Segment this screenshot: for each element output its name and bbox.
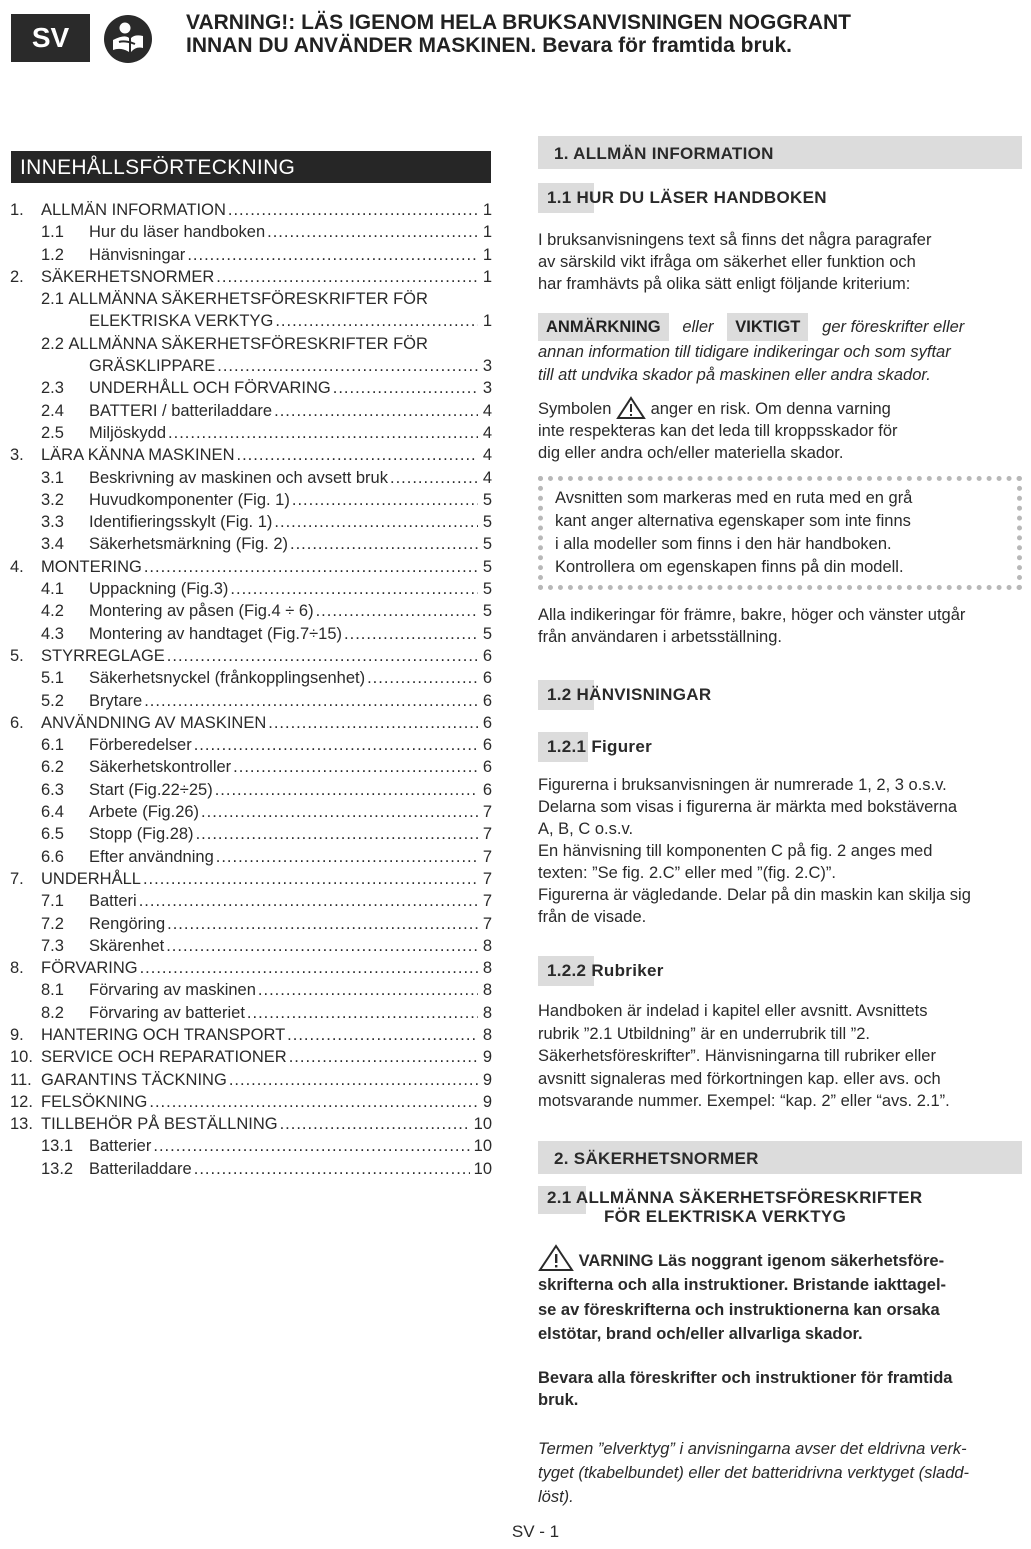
toc-leader-dots <box>194 734 478 756</box>
toc-item-page: 4 <box>482 401 492 420</box>
toc-item-title: Montering av handtaget (Fig.7÷15) <box>89 624 343 643</box>
toc-item <box>10 734 492 756</box>
toc-item-page: 7 <box>482 892 492 911</box>
toc-item-title: Start (Fig.22÷25) <box>89 780 213 799</box>
important-tag: VIKTIGT <box>727 313 808 341</box>
toc-leader-dots <box>216 846 478 868</box>
toc-item <box>10 489 492 511</box>
main-content <box>538 136 1022 1509</box>
section-2-1-heading: 2.1 ALLMÄNNA SÄKERHETSFÖRESKRIFTER FÖR ELEKTRISKA VERKTYG <box>538 1188 1022 1226</box>
toc-leader-dots <box>187 244 478 266</box>
toc-leader-dots <box>390 467 478 489</box>
toc-item-number: 2.2 <box>41 334 64 353</box>
toc-leader-dots <box>216 266 478 288</box>
toc-item <box>10 400 492 422</box>
toc-item-number: 3.2 <box>41 490 64 509</box>
toc-item-title: Huvudkomponenter (Fig. 1) <box>89 490 290 509</box>
toc-item-page: 5 <box>482 535 492 554</box>
toc-leader-dots <box>316 600 478 622</box>
toc-item <box>10 957 492 979</box>
toc-leader-dots <box>168 422 478 444</box>
toc-item <box>10 422 492 444</box>
toc-item <box>10 667 492 689</box>
toc-item-page: 3 <box>482 357 492 376</box>
toc-item-page: 4 <box>482 468 492 487</box>
toc-item <box>10 377 492 399</box>
toc-item-page: 8 <box>482 936 492 955</box>
toc-item-title: SERVICE OCH REPARATIONER <box>41 1048 287 1067</box>
toc-item-page: 7 <box>482 825 492 844</box>
toc-item <box>10 600 492 622</box>
toc-item <box>10 266 492 288</box>
toc-item-number: 6.6 <box>41 847 64 866</box>
toc-item <box>10 645 492 667</box>
toc-item-number: 6. <box>10 713 24 732</box>
toc-item-number: 5. <box>10 646 24 665</box>
toc-item-number: 8.2 <box>41 1003 64 1022</box>
toc-item-number: 6.1 <box>41 736 64 755</box>
toc-item-title: Montering av påsen (Fig.4 ÷ 6) <box>89 602 314 621</box>
toc-item-number: 13. <box>10 1115 33 1134</box>
toc-item-title: Förberedelser <box>89 736 192 755</box>
toc-item <box>10 355 492 377</box>
toc-item-page: 4 <box>482 446 492 465</box>
toc-item <box>10 1002 492 1024</box>
toc-leader-dots <box>267 221 478 243</box>
toc-leader-dots <box>268 712 478 734</box>
toc-item-page: 5 <box>482 580 492 599</box>
toc-item-title: Beskrivning av maskinen och avsett bruk <box>89 468 388 487</box>
toc-item <box>10 1091 492 1113</box>
toc-item-title: ALLMÄNNA SÄKERHETSFÖRESKRIFTER FÖR <box>68 290 428 309</box>
warning-triangle-icon <box>616 396 646 420</box>
toc-leader-dots <box>194 1158 470 1180</box>
toc-item-number: 4.3 <box>41 624 64 643</box>
toc-item-number: 6.3 <box>41 780 64 799</box>
toc-item-number: 4.1 <box>41 580 64 599</box>
toc-item <box>10 1158 492 1180</box>
term-paragraph: Termen ”elverktyg” i anvisningarna avser det eldrivna verk- tyget (tkabelbundet) eller det batteridrivna verktyget (sladd- löst). <box>538 1439 970 1506</box>
toc-leader-dots <box>167 913 478 935</box>
toc-item <box>10 935 492 957</box>
toc-item-number: 4.2 <box>41 602 64 621</box>
toc-item-title: HANTERING OCH TRANSPORT <box>41 1025 286 1044</box>
toc-item <box>10 467 492 489</box>
toc-item <box>10 511 492 533</box>
table-of-contents <box>10 199 492 1180</box>
toc-item-page: 7 <box>482 847 492 866</box>
toc-item-title: Rengöring <box>89 914 166 933</box>
toc-item-number: 8. <box>10 959 24 978</box>
toc-item-page: 6 <box>482 713 492 732</box>
toc-leader-dots <box>274 400 478 422</box>
toc-item-title: ALLMÄNNA SÄKERHETSFÖRESKRIFTER FÖR <box>68 334 428 353</box>
toc-item-page: 10 <box>473 1137 492 1156</box>
toc-item-page: 6 <box>482 780 492 799</box>
toc-item-title: MONTERING <box>41 557 142 576</box>
toc-leader-dots <box>144 690 478 712</box>
toc-item-page: 7 <box>482 803 492 822</box>
toc-item-number: 3.1 <box>41 468 64 487</box>
intro-paragraph: I bruksanvisningens text så finns det några paragrafer av särskild vikt ifråga om säkerhet eller funktion och har framhävts på olika sätt enligt följande kriterium: <box>538 231 932 293</box>
toc-item <box>10 712 492 734</box>
toc-item-page: 8 <box>482 1025 492 1044</box>
toc-item <box>10 913 492 935</box>
toc-item-title: Batteri <box>89 892 137 911</box>
toc-item-page: 9 <box>482 1048 492 1067</box>
toc-item-page: 7 <box>482 914 492 933</box>
warning-title <box>186 11 1006 57</box>
toc-leader-dots <box>367 667 478 689</box>
toc-leader-dots <box>144 556 478 578</box>
toc-item <box>10 444 492 466</box>
toc-item-page: 6 <box>482 646 492 665</box>
toc-item-title: Säkerhetskontroller <box>89 758 232 777</box>
toc-item-title: ALLMÄN INFORMATION <box>41 201 226 219</box>
toc-item <box>10 578 492 600</box>
toc-item-title: Hur du läser handboken <box>89 223 266 242</box>
toc-item <box>10 1069 492 1091</box>
toc-item <box>10 979 492 1001</box>
toc-item-title: SÄKERHETSNORMER <box>41 267 215 286</box>
toc-item <box>10 1135 492 1157</box>
toc-item-page: 5 <box>482 557 492 576</box>
toc-item-number: 1.1 <box>41 223 64 242</box>
toc-item-title: FELSÖKNING <box>41 1092 148 1111</box>
toc-leader-dots <box>149 1091 478 1113</box>
toc-item-page: 1 <box>482 312 492 331</box>
toc-item-title: Uppackning (Fig.3) <box>89 580 229 599</box>
toc-leader-dots <box>167 645 478 667</box>
toc-item-number: 4. <box>10 557 24 576</box>
toc-item-page: 5 <box>482 490 492 509</box>
toc-item-title: Skärenhet <box>89 936 165 955</box>
toc-item-page: 1 <box>482 201 492 219</box>
toc-item-title: BATTERI / batteriladdare <box>89 401 273 420</box>
toc-item <box>10 333 492 355</box>
toc-item-number: 6.4 <box>41 803 64 822</box>
section-2-heading: 2. SÄKERHETSNORMER <box>538 1141 1022 1174</box>
toc-item-page: 9 <box>482 1070 492 1089</box>
note-tag: ANMÄRKNING <box>538 313 669 341</box>
toc-item-page: 5 <box>482 602 492 621</box>
toc-leader-dots <box>166 935 478 957</box>
toc-item <box>10 623 492 645</box>
read-manual-icon <box>103 14 153 64</box>
toc-leader-dots <box>258 979 478 1001</box>
toc-item-number: 5.2 <box>41 691 64 710</box>
toc-item-title: Batterier <box>89 1137 152 1156</box>
toc-item-title: TILLBEHÖR PÅ BESTÄLLNING <box>41 1115 278 1134</box>
toc-item <box>10 890 492 912</box>
toc-item-page: 6 <box>482 758 492 777</box>
toc-leader-dots <box>153 1135 470 1157</box>
toc-item-title: LÄRA KÄNNA MASKINEN <box>41 446 235 465</box>
toc-item-page: 1 <box>482 223 492 242</box>
toc-item-title: Brytare <box>89 691 143 710</box>
toc-item-title: Stopp (Fig.28) <box>89 825 194 844</box>
toc-item-number: 7.3 <box>41 936 64 955</box>
toc-item-title: Miljöskydd <box>89 423 167 442</box>
toc-leader-dots <box>292 489 478 511</box>
toc-item <box>10 690 492 712</box>
toc-item-page: 6 <box>482 691 492 710</box>
toc-item-number: 12. <box>10 1092 33 1111</box>
page-number: SV - 1 <box>511 1522 560 1541</box>
symbol-paragraph: Symbolen anger en risk. Om denna varning inte respekteras kan det leda till kroppsskador för dig eller andra och/eller materiella skador. <box>538 396 1022 464</box>
toc-leader-dots <box>201 801 478 823</box>
toc-item-number: 6.5 <box>41 825 64 844</box>
toc-item-number: 11. <box>10 1070 32 1089</box>
toc-item-page: 8 <box>482 959 492 978</box>
toc-item-title: GRÄSKLIPPARE <box>89 357 216 376</box>
toc-item-title: GARANTINS TÄCKNING <box>41 1070 227 1089</box>
toc-leader-dots <box>287 1024 478 1046</box>
toc-item-title: UNDERHÅLL OCH FÖRVARING <box>89 379 331 398</box>
toc-item <box>10 1046 492 1068</box>
optional-features-box: Avsnitten som markeras med en ruta med en grå kant anger alternativa egenskaper som inte finns i alla modeller som finns i den här handboken. Kontrollera om egenskapen finns på din modell. <box>538 476 1022 590</box>
toc-leader-dots <box>229 1069 478 1091</box>
section-1-heading: 1. ALLMÄN INFORMATION <box>538 136 1022 169</box>
note-paragraph: ANMÄRKNING eller VIKTIGT ger föreskrifter eller annan information till tidigare indikeringar och som syftar till att undvika skador på maskinen eller andra skador. <box>538 313 1022 387</box>
toc-item-number: 1.2 <box>41 245 64 264</box>
toc-item-page: 5 <box>482 624 492 643</box>
toc-item-number: 2.5 <box>41 423 64 442</box>
toc-item <box>10 823 492 845</box>
toc-leader-dots <box>143 868 478 890</box>
toc-item-title: UNDERHÅLL <box>41 869 141 888</box>
toc-item-number: 2.3 <box>41 379 64 398</box>
toc-item-number: 7. <box>10 869 24 888</box>
toc-item-title: Säkerhetsnyckel (frånkopplingsenhet) <box>89 669 366 688</box>
toc-item-title: Batteriladdare <box>89 1159 192 1178</box>
toc-leader-dots <box>280 1113 470 1135</box>
section-1-2-heading: 1.2 HÄNVISNINGAR <box>538 680 1022 710</box>
toc-leader-dots <box>333 377 478 399</box>
toc-item-number: 7.2 <box>41 914 64 933</box>
toc-item-title: Förvaring av batteriet <box>89 1003 245 1022</box>
toc-item-title: FÖRVARING <box>41 959 138 978</box>
toc-item <box>10 244 492 266</box>
toc-item-number: 3. <box>10 446 24 465</box>
toc-item <box>10 868 492 890</box>
toc-leader-dots <box>196 823 478 845</box>
toc-item-number: 7.1 <box>41 892 64 911</box>
toc-item-title: Säkerhetsmärkning (Fig. 2) <box>89 535 288 554</box>
toc-item-page: 10 <box>473 1115 492 1134</box>
figures-paragraph: Figurerna i bruksanvisningen är numrerade 1, 2, 3 o.s.v. Delarna som visas i figurerna är märkta med bokstäverna A, B, C o.s.v. En hänvisning till komponenten C på fig. 2 anges med texten: ”Se fig. 2.C” eller med ”(fig. 2.C)”. Figurerna är vägledande. Delar på din maskin kan skilja sig från de visade. <box>538 776 971 926</box>
toc-item-number: 2. <box>10 267 24 286</box>
warning-paragraph: VARNING Läs noggrant igenom säkerhetsföre- skrifterna och alla instruktioner. Bristande iakttagel- se av föreskrifterna och instruktionerna kan orsaka elstötar, brand och/eller allvarliga skador. <box>538 1244 1022 1347</box>
toc-item-number: 6.2 <box>41 758 64 777</box>
warning-triangle-icon <box>538 1244 574 1272</box>
keep-instructions-paragraph: Bevara alla föreskrifter och instruktioner för framtida bruk. <box>538 1368 953 1409</box>
toc-item-page: 1 <box>482 267 492 286</box>
toc-leader-dots <box>274 511 478 533</box>
toc-item-page: 8 <box>482 1003 492 1022</box>
toc-item <box>10 846 492 868</box>
toc-item-title: Förvaring av maskinen <box>89 981 256 1000</box>
toc-item-page: 3 <box>482 379 492 398</box>
section-1-1-heading: 1.1 HUR DU LÄSER HANDBOKEN <box>538 183 1022 213</box>
toc-leader-dots <box>233 756 478 778</box>
toc-item <box>10 801 492 823</box>
toc-item-number: 9. <box>10 1025 24 1044</box>
toc-item-page: 5 <box>482 513 492 532</box>
toc-item-number: 10. <box>10 1048 33 1067</box>
toc-item-title: Identifieringsskylt (Fig. 1) <box>89 513 273 532</box>
toc-item-number: 2.1 <box>41 290 64 309</box>
toc-item-title: Efter användning <box>89 847 214 866</box>
toc-leader-dots <box>236 444 478 466</box>
toc-item-page: 7 <box>482 869 492 888</box>
toc-item-number: 13.2 <box>41 1159 74 1178</box>
toc-item <box>10 779 492 801</box>
toc-item <box>10 221 492 243</box>
section-1-2-1-heading: 1.2.1 Figurer <box>538 732 1022 762</box>
toc-item-number: 2.4 <box>41 401 64 420</box>
toc-item-number: 1. <box>10 201 24 219</box>
toc-item-title: STYRREGLAGE <box>41 646 165 665</box>
toc-leader-dots <box>290 533 478 555</box>
section-1-2-2-heading: 1.2.2 Rubriker <box>538 956 1022 986</box>
warning-line-1: VARNING!: LÄS IGENOM HELA BRUKSANVISNINGEN NOGGRANT <box>186 11 852 34</box>
language-badge <box>11 14 90 62</box>
toc-item <box>10 756 492 778</box>
toc-item-page: 8 <box>482 981 492 1000</box>
toc-leader-dots <box>275 310 478 332</box>
toc-item-page: 4 <box>482 423 492 442</box>
headings-paragraph: Handboken är indelad i kapitel eller avsnitt. Avsnittets rubrik ”2.1 Utbildning” är en underrubrik till ”2. Säkerhetsföreskrifter”. Hänvisningarna till rubriker eller avsnitt signaleras med förkortningen kap. eller avs. och motsvarande nummer. Exempel: “kap. 2” eller “avs. 2.1”. <box>538 1002 950 1110</box>
toc-item-page: 9 <box>482 1092 492 1111</box>
toc-item <box>10 556 492 578</box>
toc-leader-dots <box>217 355 478 377</box>
toc-item <box>10 288 492 310</box>
toc-item-title: ANVÄNDNING AV MASKINEN <box>41 713 267 732</box>
toc-leader-dots <box>139 890 478 912</box>
toc-item-number: 3.3 <box>41 513 64 532</box>
toc-leader-dots <box>230 578 478 600</box>
toc-item <box>10 533 492 555</box>
toc-item-page: 6 <box>482 736 492 755</box>
toc-item <box>10 1024 492 1046</box>
toc-leader-dots <box>140 957 478 979</box>
toc-title: INNEHÅLLSFÖRTECKNING <box>11 151 491 183</box>
toc-item-title: Hänvisningar <box>89 245 186 264</box>
toc-item-number: 8.1 <box>41 981 64 1000</box>
toc-item <box>10 1113 492 1135</box>
directions-paragraph: Alla indikeringar för främre, bakre, höger och vänster utgår från användaren i arbetsställning. <box>538 606 966 646</box>
toc-item-page: 6 <box>482 669 492 688</box>
language-code: SV <box>31 22 70 53</box>
toc-item-number: 3.4 <box>41 535 64 554</box>
toc-item-number: 5.1 <box>41 669 64 688</box>
toc-item-number: 13.1 <box>41 1137 74 1156</box>
warning-line-2: INNAN DU ANVÄNDER MASKINEN. Bevara för framtida bruk. <box>186 34 792 57</box>
toc-item-title: Arbete (Fig.26) <box>89 803 200 822</box>
toc-item <box>10 199 492 221</box>
toc-item <box>10 310 492 332</box>
toc-leader-dots <box>247 1002 478 1024</box>
toc-item-title: ELEKTRISKA VERKTYG <box>89 312 274 331</box>
toc-leader-dots <box>344 623 478 645</box>
toc-leader-dots <box>215 779 478 801</box>
toc-item-page: 1 <box>482 245 492 264</box>
toc-item-page: 10 <box>473 1159 492 1178</box>
toc-leader-dots <box>228 199 478 221</box>
toc-leader-dots <box>289 1046 478 1068</box>
